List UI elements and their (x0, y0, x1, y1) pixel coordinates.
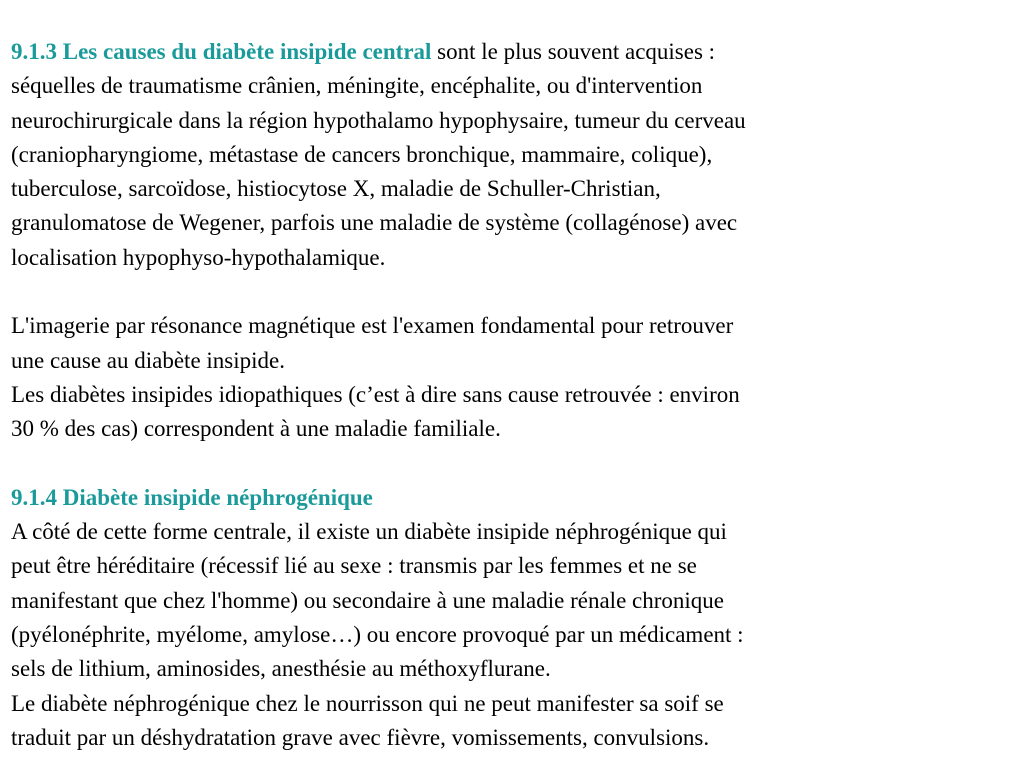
document-page (11, 35, 1011, 755)
idiopathic-paragraph (11, 378, 1011, 447)
body-line: peut être héréditaire (récessif lié au sexe : transmis par les femmes et ne se (11, 553, 697, 579)
section-9-1-3-heading: 9.1.3 Les causes du diabète insipide central (11, 39, 432, 64)
body-line: sels de lithium, aminosides, anesthésie au méthoxyflurane. (11, 656, 551, 682)
imaging-paragraph (11, 309, 1011, 378)
body-line: neurochirurgicale dans la région hypothalamo hypophysaire, tumeur du cerveau (11, 107, 746, 133)
infant-paragraph (11, 687, 1011, 756)
body-line: traduit par un déshydratation grave avec fièvre, vomissements, convulsions. (11, 724, 710, 750)
paragraph-spacer (11, 275, 1011, 309)
body-line: L'imagerie par résonance magnétique est l'examen fondamental pour retrouver (11, 313, 734, 339)
body-line: granulomatose de Wegener, parfois une maladie de système (collagénose) avec (11, 210, 738, 236)
paragraph-spacer (11, 447, 1011, 481)
body-line: (pyélonéphrite, myélome, amylose…) ou encore provoqué par un médicament : (11, 622, 744, 648)
body-line: Les diabètes insipides idiopathiques (c’est à dire sans cause retrouvée : environ (11, 381, 740, 407)
body-line: A côté de cette forme centrale, il existe un diabète insipide néphrogénique qui (11, 519, 727, 545)
section-9-1-4-heading: 9.1.4 Diabète insipide néphrogénique (11, 484, 373, 510)
section-9-1-4 (11, 481, 1011, 687)
body-line: Le diabète néphrogénique chez le nourrisson qui ne peut manifester sa soif se (11, 690, 724, 716)
body-line: (craniopharyngiome, métastase de cancers bronchique, mammaire, colique), (11, 141, 713, 167)
body-line: tuberculose, sarcoïdose, histiocytose X, maladie de Schuller-Christian, (11, 176, 661, 202)
body-line: séquelles de traumatisme crânien, méningite, encéphalite, ou d'intervention (11, 73, 703, 99)
section-9-1-3-first-line (11, 35, 1011, 69)
body-line: manifestant que chez l'homme) ou secondaire à une maladie rénale chronique (11, 587, 724, 613)
section-9-1-3-line-1-rest: sont le plus souvent acquises : (431, 39, 716, 64)
body-line: une cause au diabète insipide. (11, 347, 285, 373)
body-line: localisation hypophyso-hypothalamique. (11, 244, 386, 270)
body-line: 30 % des cas) correspondent à une maladie familiale. (11, 416, 501, 442)
section-9-1-3 (11, 35, 1011, 275)
